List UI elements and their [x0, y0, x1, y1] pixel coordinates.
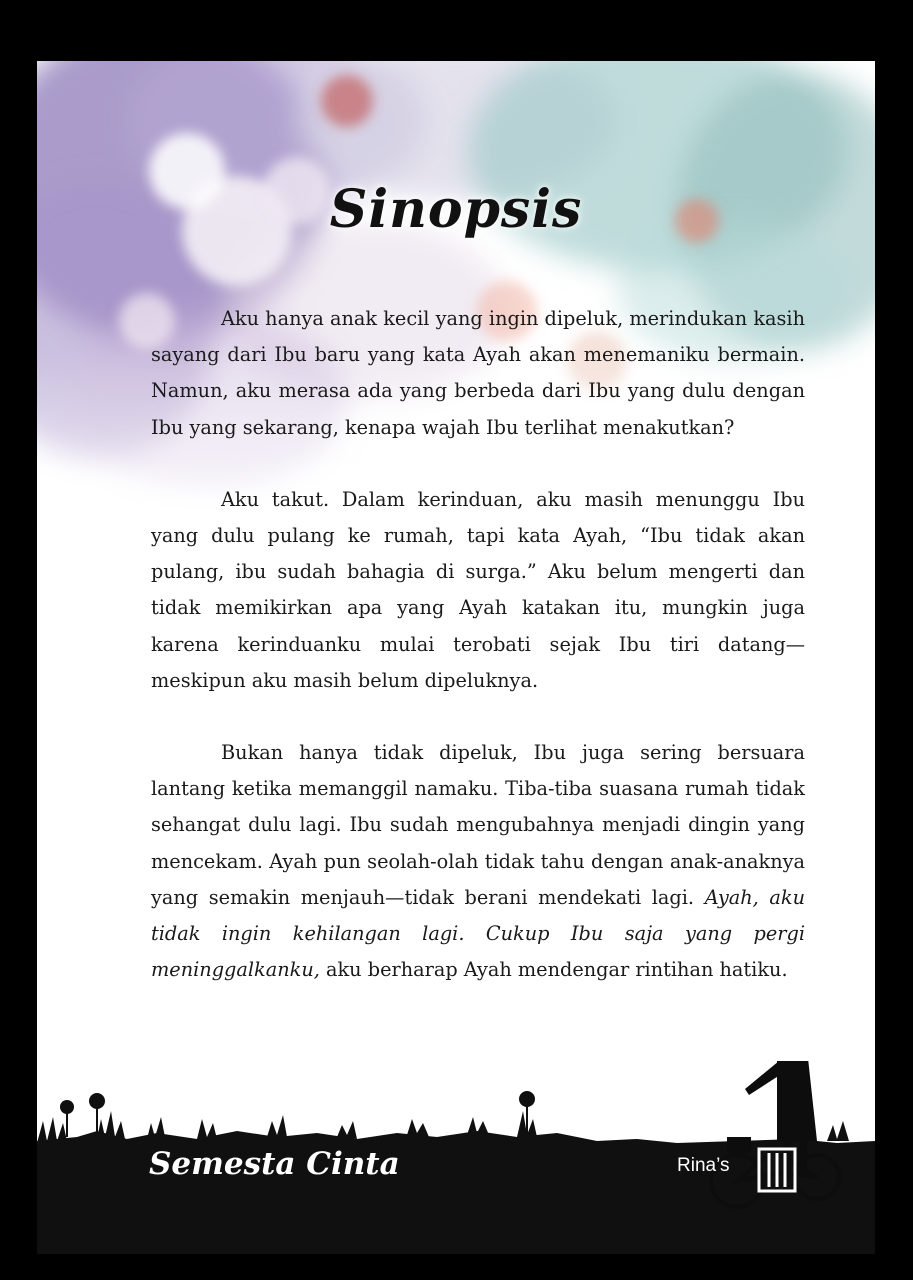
series-number-icon	[757, 1147, 797, 1193]
paragraph-3-text: Bukan hanya tidak dipeluk, Ibu juga sering bersuara lantang ketika memanggil namaku. Tiba-tiba suasana rumah tidak sehangat dulu lagi. Ibu sudah mengubahnya menjadi dingin yang mencekam. Ayah pun seolah-olah tidak tahu dengan anak-anaknya yang semakin menjauh—tidak berani mendekati lagi.	[151, 741, 805, 909]
paragraph-1: Aku hanya anak kecil yang ingin dipeluk, merindukan kasih sayang dari Ibu baru yang kata Ayah akan menemaniku bermain. Namun, aku merasa ada yang berbeda dari Ibu yang dulu dengan Ibu yang sekarang, kenapa wajah Ibu terlihat menakutkan?	[151, 307, 805, 439]
paragraph-3-tail: aku berharap Ayah mendengar rintihan hatiku.	[319, 958, 788, 982]
paragraph-3-italic: Ayah, aku tidak ingin kehilangan lagi. Cukup Ibu saja yang pergi meninggalkanku,	[151, 885, 805, 982]
book-page	[37, 61, 875, 1254]
synopsis-body	[151, 301, 805, 988]
paragraph-3	[151, 735, 805, 988]
paragraph-2: Aku takut. Dalam kerinduan, aku masih menunggu Ibu yang dulu pulang ke rumah, tapi kata Ayah, “Ibu tidak akan pulang, ibu sudah bahagia di surga.” Aku belum mengerti dan tidak memikirkan apa yang Ayah katakan itu, mungkin juga karena kerinduanku mulai terobati sejak Ibu tiri datang—meskipun aku masih belum dipeluknya.	[151, 487, 805, 692]
brand-name: Semesta Cinta	[149, 1146, 400, 1182]
author-name: Rina’s	[677, 1155, 730, 1176]
page-title: Sinopsis	[329, 179, 583, 240]
